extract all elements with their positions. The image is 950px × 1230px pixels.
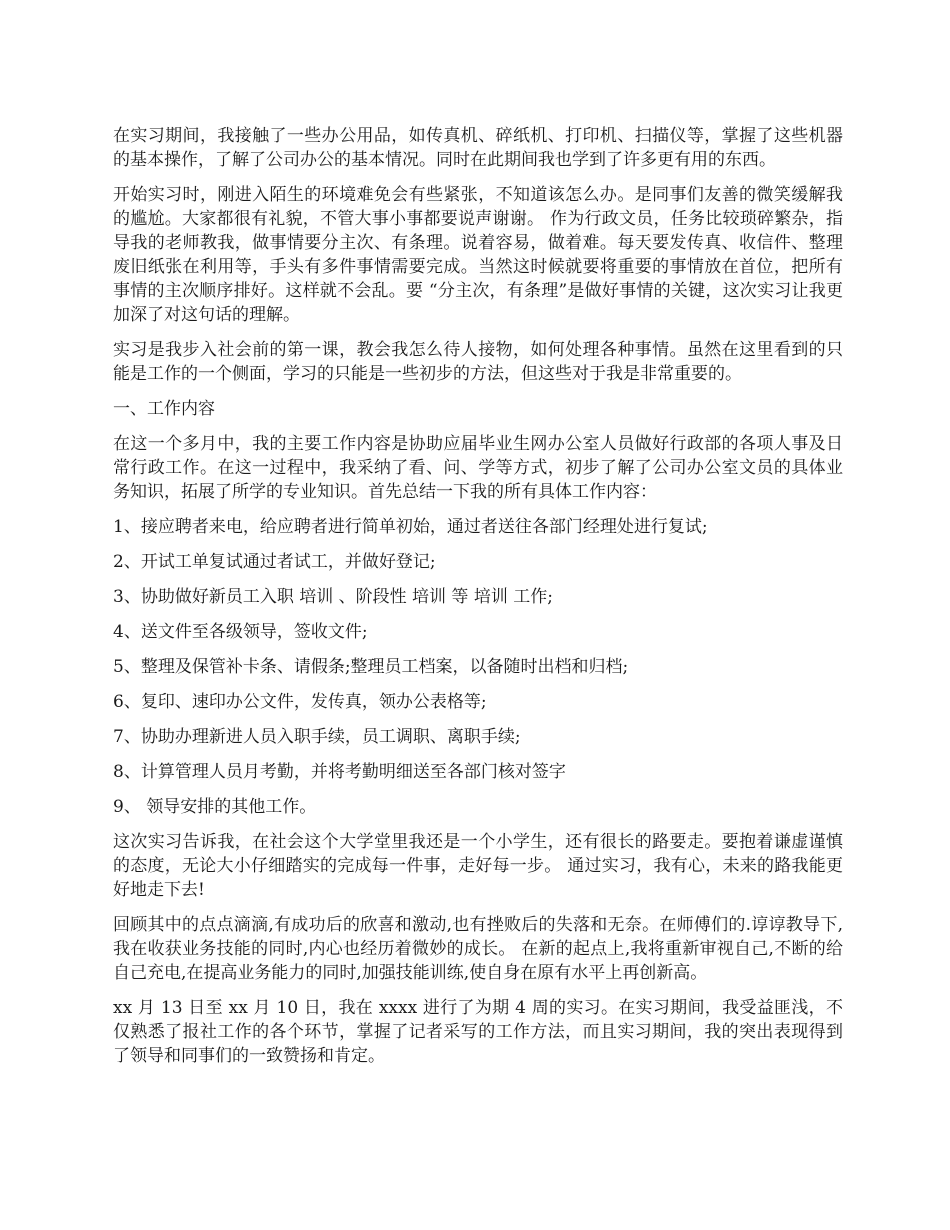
- list-item: 9、 领导安排的其他工作。: [113, 797, 317, 817]
- section-heading-work-content: 一、工作内容: [113, 399, 215, 419]
- document-page: [113, 124, 843, 1079]
- paragraph-work-intro: 在这一个多月中，我的主要工作内容是协助应届毕业生网办公室人员做好行政部的各项人事及日常行政工作。在这一过程中，我采纳了看、问、学等方式，初步了解了公司办公室文员的具体业务知识，拓展了所学的专业知识。首先总结一下我的所有具体工作内容：: [113, 434, 843, 502]
- paragraph-internship-period: xx 月 13 日至 xx 月 10 日，我在 xxxx 进行了为期 4 周的实习。在实习期间，我受益匪浅，不仅熟悉了报社工作的各个环节，掌握了记者采写的工作方法，而且实习期间，我的突出表现得到了领导和同事们的一致赞扬和肯定。: [113, 998, 843, 1066]
- list-item: 7、协助办理新进人员入职手续，员工调职、离职手续;: [113, 727, 521, 747]
- list-item: 8、计算管理人员月考勤，并将考勤明细送至各部门核对签字: [113, 762, 566, 782]
- list-item: 6、复印、速印办公文件，发传真，领办公表格等;: [113, 692, 487, 712]
- list-item: 4、送文件至各级领导，签收文件;: [113, 622, 368, 642]
- list-item: 2、开试工单复试通过者试工，并做好登记;: [113, 552, 436, 572]
- paragraph-office-equipment: 在实习期间，我接触了一些办公用品，如传真机、碎纸机、打印机、扫描仪等，掌握了这些机器的基本操作，了解了公司办公的基本情况。同时在此期间我也学到了许多更有用的东西。: [113, 126, 843, 170]
- list-item: 5、整理及保管补卡条、请假条;整理员工档案，以备随时出档和归档;: [113, 657, 629, 677]
- paragraph-first-lesson: 实习是我步入社会前的第一课，教会我怎么待人接物，如何处理各种事情。虽然在这里看到的只能是工作的一个侧面，学习的只能是一些初步的方法，但这些对于我是非常重要的。: [113, 340, 843, 384]
- paragraph-lesson-learned: 这次实习告诉我，在社会这个大学堂里我还是一个小学生，还有很长的路要走。要抱着谦虚谨慎的态度，无论大小仔细踏实的完成每一件事，走好每一步。 通过实习，我有心，未来的路我能更好地走下去!: [113, 832, 843, 900]
- list-item: 1、接应聘者来电，给应聘者进行简单初始，通过者送往各部门经理处进行复试;: [113, 517, 708, 537]
- paragraph-start-internship: 开始实习时，刚进入陌生的环境难免会有些紧张，不知道该怎么办。是同事们友善的微笑缓解我的尴尬。大家都很有礼貌，不管大事小事都要说声谢谢。 作为行政文员，任务比较琐碎繁杂，指导我的老师教我，做事情要分主次、有条理。说着容易，做着难。每天要发传真、收信件、整理废旧纸张在利用等，手头有多件事情需要完成。当然这时候就要将重要的事情放在首位，把所有事情的主次顺序排好。这样就不会乱。要 “分主次，有条理”是做好事情的关键，这次实习让我更加深了对这句话的理解。: [113, 185, 843, 325]
- paragraph-review: 回顾其中的点点滴滴,有成功后的欣喜和激动,也有挫败后的失落和无奈。在师傅们的.谆谆教导下,我在收获业务技能的同时,内心也经历着微妙的成长。 在新的起点上,我将重新审视自己,不断的给自己充电,在提高业务能力的同时,加强技能训练,使自身在原有水平上再创新高。: [113, 915, 843, 983]
- list-item: 3、协助做好新员工入职 培训 、阶段性 培训 等 培训 工作;: [113, 587, 553, 607]
